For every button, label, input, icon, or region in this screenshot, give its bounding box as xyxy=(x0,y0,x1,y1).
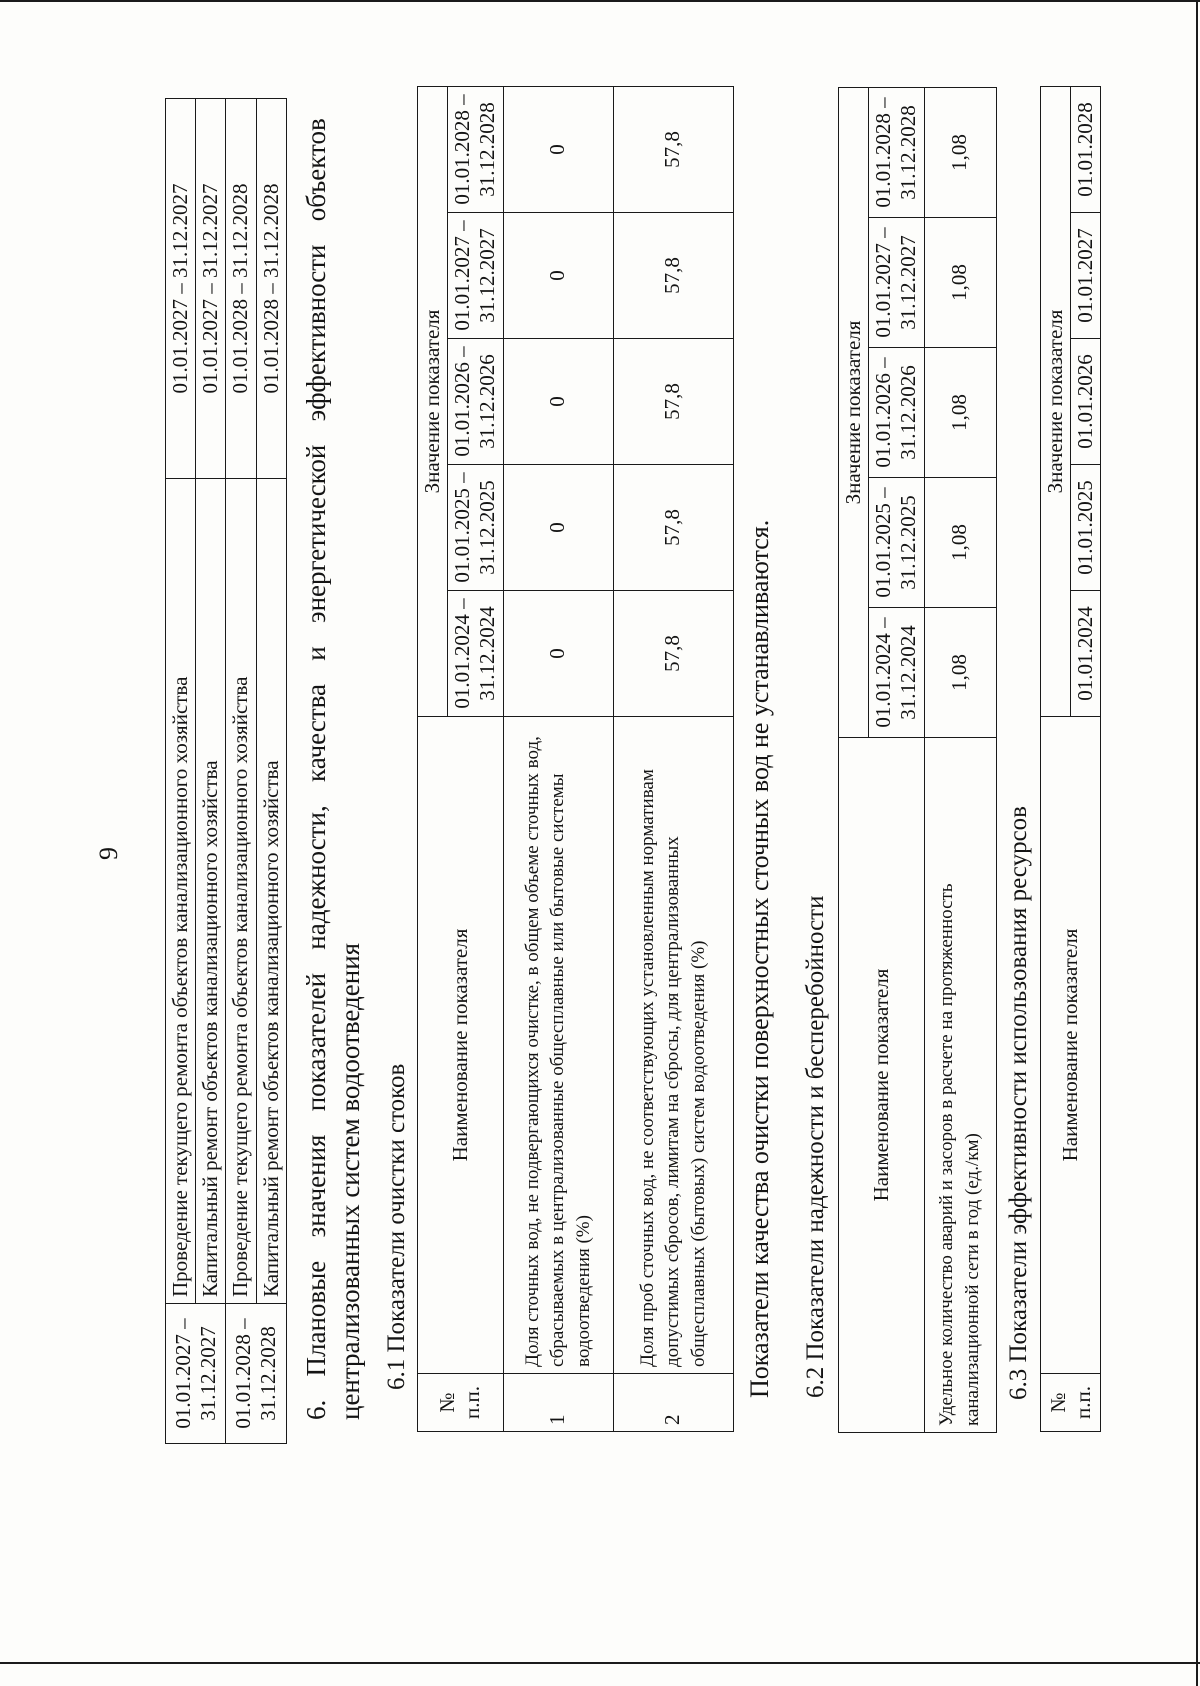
row-number: 1 xyxy=(503,1374,613,1432)
heading-word: Плановые xyxy=(301,1260,331,1377)
value-cell: 1,08 xyxy=(924,218,996,348)
heading-word: показателей xyxy=(301,972,331,1112)
value-cell: 1,08 xyxy=(924,348,996,478)
subsection-6-1-title: 6.1 Показатели очистки стоков xyxy=(383,1063,410,1390)
heading-word: объектов xyxy=(301,118,331,222)
table-header-row xyxy=(418,86,448,1431)
column-header-value: Значение показателя xyxy=(418,86,448,716)
column-header-number: № п.п. xyxy=(418,1374,504,1432)
heading-word: значения xyxy=(301,1134,331,1238)
column-header-name: Наименование показателя xyxy=(839,738,925,1433)
dates-cell: 01.01.2028 – 31.12.2028 xyxy=(256,99,286,479)
value-cell: 0 xyxy=(503,465,613,591)
heading-word: энергетической xyxy=(301,444,331,624)
table-row xyxy=(226,99,256,1444)
value-cell: 1,08 xyxy=(924,87,996,217)
value-cell: 1,08 xyxy=(924,608,996,738)
value-cell: 1,08 xyxy=(924,478,996,608)
heading-word: и xyxy=(301,646,331,661)
column-header-period: 01.01.2025 – 31.12.2025 xyxy=(448,465,503,591)
heading-word: эффективности xyxy=(301,244,331,422)
scan-top-edge xyxy=(0,0,1200,2)
value-cell: 0 xyxy=(503,213,613,339)
section-6-heading xyxy=(300,95,368,1420)
table-header-row xyxy=(1041,86,1071,1431)
period-cell: 01.01.2028 – 31.12.2028 xyxy=(226,1304,286,1444)
wastewater-treatment-table xyxy=(417,86,734,1432)
column-header-period: 01.01.2024 – 31.12.2024 xyxy=(448,591,503,717)
column-header-period: 01.01.2024 – 31.12.2024 xyxy=(869,608,924,738)
value-cell: 0 xyxy=(503,86,613,212)
column-header-period: 01.01.2028 – 31.12.2028 xyxy=(448,86,503,212)
column-header-name: Наименование показателя xyxy=(418,717,504,1374)
work-cell: Проведение текущего ремонта объектов канализационного хозяйства xyxy=(226,479,256,1304)
column-header-value: Значение показателя xyxy=(839,87,869,737)
value-cell: 57,8 xyxy=(613,339,733,465)
scan-right-edge xyxy=(1196,0,1198,1686)
column-header-period: 01.01.2027 – 31.12.2027 xyxy=(869,218,924,348)
dates-cell: 01.01.2028 – 31.12.2028 xyxy=(226,99,256,479)
table-row xyxy=(924,87,996,1432)
indicator-name: Доля проб сточных вод, не соответствующих установленным нормативам допустимых сбросов, лимитам на сбросы, для централизованных общесплавных (бытовых) систем водоотведения (%) xyxy=(613,717,733,1374)
page-number: 9 xyxy=(94,847,123,860)
period-cell: 01.01.2027 – 31.12.2027 xyxy=(166,1304,226,1444)
table-row xyxy=(503,86,613,1431)
subsection-6-2-title: 6.2 Показатели надежности и бесперебойности xyxy=(802,895,829,1398)
indicator-name: Удельное количество аварий и засоров в расчете на протяженность канализационной сети в год (ед./км) xyxy=(924,738,996,1433)
heading-word: качества xyxy=(301,684,331,783)
column-header-period: 01.01.2026 – 31.12.2026 xyxy=(869,348,924,478)
column-header-period: 01.01.2025 xyxy=(1071,465,1101,591)
dates-cell: 01.01.2027 – 31.12.2027 xyxy=(166,99,196,479)
column-header-period: 01.01.2026 – 31.12.2026 xyxy=(448,339,503,465)
rotated-document xyxy=(0,20,1180,1660)
column-header-period: 01.01.2027 – 31.12.2027 xyxy=(448,213,503,339)
heading-word: надежности, xyxy=(301,805,331,950)
column-header-period: 01.01.2028 – 31.12.2028 xyxy=(869,87,924,217)
repair-schedule-table xyxy=(165,98,287,1444)
reliability-table xyxy=(838,87,997,1433)
value-cell: 0 xyxy=(503,339,613,465)
heading-word: 6. xyxy=(301,1399,331,1420)
table-row xyxy=(613,86,733,1431)
value-cell: 57,8 xyxy=(613,213,733,339)
value-cell: 57,8 xyxy=(613,591,733,717)
column-header-number: № п.п. xyxy=(1041,1374,1101,1432)
column-header-period: 01.01.2025 – 31.12.2025 xyxy=(869,478,924,608)
work-cell: Капитальный ремонт объектов канализационного хозяйства xyxy=(256,479,286,1304)
subsection-6-3-title: 6.3 Показатели эффективности использования ресурсов xyxy=(1005,806,1032,1400)
column-header-period: 01.01.2026 xyxy=(1071,339,1101,465)
table-row xyxy=(196,99,226,1444)
indicator-name: Доля сточных вод, не подвергающихся очистке, в общем объеме сточных вод, сбрасываемых в централизованные общесплавные или бытовые системы водоотведения (%) xyxy=(503,717,613,1374)
column-header-value: Значение показателя xyxy=(1041,86,1071,716)
surface-water-note: Показатели качества очистки поверхностных сточных вод не устанавливаются. xyxy=(745,519,774,1398)
heading-line-2: централизованных систем водоотведения xyxy=(334,942,365,1420)
column-header-period: 01.01.2027 xyxy=(1071,213,1101,339)
scan-bottom-edge xyxy=(0,1662,1200,1664)
work-cell: Проведение текущего ремонта объектов канализационного хозяйства xyxy=(166,479,196,1304)
table-row xyxy=(256,99,286,1444)
table-header-row xyxy=(839,87,869,1432)
value-cell: 0 xyxy=(503,591,613,717)
column-header-period: 01.01.2024 xyxy=(1071,591,1101,717)
table-row xyxy=(166,99,196,1444)
value-cell: 57,8 xyxy=(613,86,733,212)
column-header-period: 01.01.2028 xyxy=(1071,86,1101,212)
value-cell: 57,8 xyxy=(613,465,733,591)
work-cell: Капитальный ремонт объектов канализационного хозяйства xyxy=(196,479,226,1304)
resource-efficiency-table xyxy=(1040,86,1101,1432)
dates-cell: 01.01.2027 – 31.12.2027 xyxy=(196,99,226,479)
column-header-name: Наименование показателя xyxy=(1041,717,1101,1374)
row-number: 2 xyxy=(613,1374,733,1432)
